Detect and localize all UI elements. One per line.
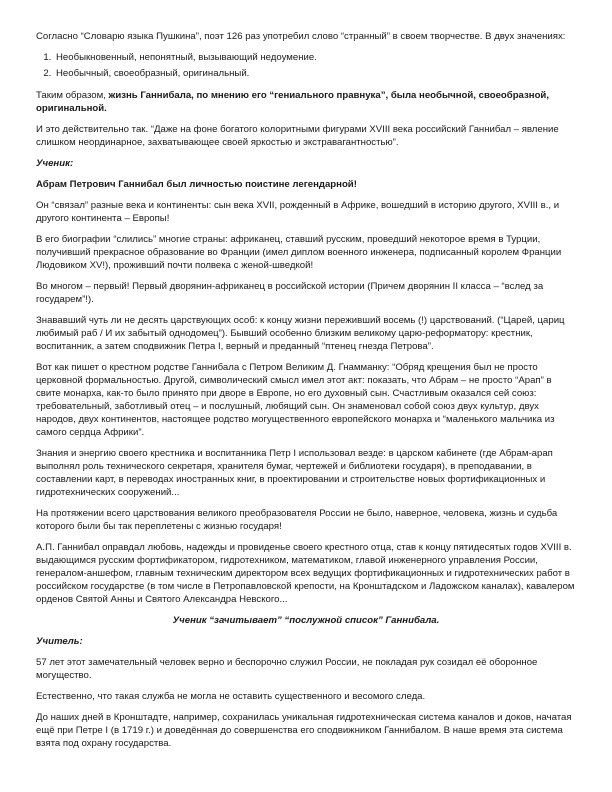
natural-paragraph: Естественно, что такая служба не могла не оставить существенного и весомого следа. (36, 691, 426, 702)
confirm-paragraph: И это действительно так. “Даже на фоне богатого колоритными фигурами XVIII века российский Ганнибал – явление слишком неординарное, захватывающее своей яркостью и экстравагантностью”. (36, 124, 559, 148)
conclusion-lead: Таким образом, (36, 90, 109, 101)
intro-paragraph: Согласно “Словарю языка Пушкина”, поэт 126 раз употребил слово “странный” в своем творчестве. В двух значениях: (36, 31, 566, 42)
kronstadt-paragraph: До наших дней в Кронштадте, например, сохранилась уникальная гидротехническая система каналов и доков, начатая ещё при Петре I (в 1719 г.) и доведённая до совершенства его сподвижником Ганнибалом. В наше время эта система взята под охрану государства. (36, 712, 572, 749)
list-item: 2. Необычный, своеобразный, оригинальный. (54, 67, 576, 80)
conclusion-bold: жизнь Ганнибала, по мнению его “гениального правнука”, была необычной, своеобразной, оригинальной. (36, 90, 549, 114)
countries-paragraph: В его биографии “слились” многие страны: африканец, ставший русским, проведший некоторое время в Турции, получивший прекрасное образование во Франции (имел диплом военного инженера, подписанный королем Франции Людовиком XV!), проживший почти полвека с женой-шведкой! (36, 234, 562, 271)
teacher-label: Учитель: (36, 636, 83, 647)
years-paragraph: 57 лет этот замечательный человек верно и беспорочно служил России, не покладая рук созидал её оборонное могущество. (36, 657, 538, 681)
energy-paragraph: Знания и энергию своего крестника и воспитанника Петр I использовал везде: в царском кабинете (где Абрам-арап выполнял роль технического секретаря, хранителя бумаг, чертежей и библиотеки государя), в преподавании, в составлении карт, в переводах иностранных книг, в проектировании и строительстве новых фортификационных и гидротехнических сооружений... (36, 448, 553, 498)
conclusion-paragraph (36, 89, 576, 115)
reigns-paragraph: Знававший чуть ли не десять царствующих особ: к концу жизни переживший восемь (!) царствований. (“Царей, цариц любимый раб / И их забытый однодомец”). Бывший особенно близким великому царю-реформатору: крестник, воспитанник, а затем сподвижник Петра I, верный и преданный “птенец гнезда Петрова”. (36, 315, 565, 352)
document-page (36, 30, 576, 758)
destiny-paragraph: На протяжении всего царствования великого преобразователя России не было, наверное, человека, жизнь и судьба которого были бы так переплетены с жизнью государя! (36, 508, 558, 532)
center-note: Ученик “зачитывает” “послужной список” Ганнибала. (172, 615, 440, 626)
kinship-paragraph: Вот как пишет о крестном родстве Ганнибала с Петром Великим Д. Гнамманку: “Обряд крещения был не просто церковной формальностью. Другой, символический смысл имел этот акт: показать, что Абрам – не просто “Арап” в свите монарха, как-то было принято при дворе в Европе, но его духовный сын. Счастливым оказался сей союз: требовательный, заботливый отец – и послушный, любящий сын. Он знаменовал собой союз двух культур, двух народов, двух континентов, настоящее родство могущественного европейского монарха и “маленького мальчика из самого сердца Африки”. (36, 362, 555, 438)
first-paragraph: Во многом – первый! Первый дворянин-африканец в российской истории (Причем дворянин II класса – “вслед за государем”!). (36, 281, 544, 305)
student-label: Ученик: (36, 158, 74, 169)
legendary-heading: Абрам Петрович Ганнибал был личностью поистине легендарной! (36, 179, 357, 190)
meanings-list (36, 51, 576, 80)
list-item: 1. Необыкновенный, непонятный, вызывающий недоумение. (54, 51, 576, 64)
link-paragraph: Он “связал” разные века и континенты: сын века XVII, рожденный в Африке, вошедший в историю другого, XVIII в., и другого континента – Европы! (36, 200, 560, 224)
justified-paragraph: А.П. Ганнибал оправдал любовь, надежды и провиденье своего крестного отца, став к концу пятидесятых годов XVIII в. выдающимся русским фортификатором, гидротехником, математиком, главой инженерного управления России, генералом-аншефом, главным техническим директором всех ведущих фортификационных и гидротехнических работ в российском государстве (в том числе в Петропавловской крепости, на Кронштадском и Ладожском каналах), кавалером орденов Святой Анны и Святого Александра Невского... (36, 542, 575, 605)
